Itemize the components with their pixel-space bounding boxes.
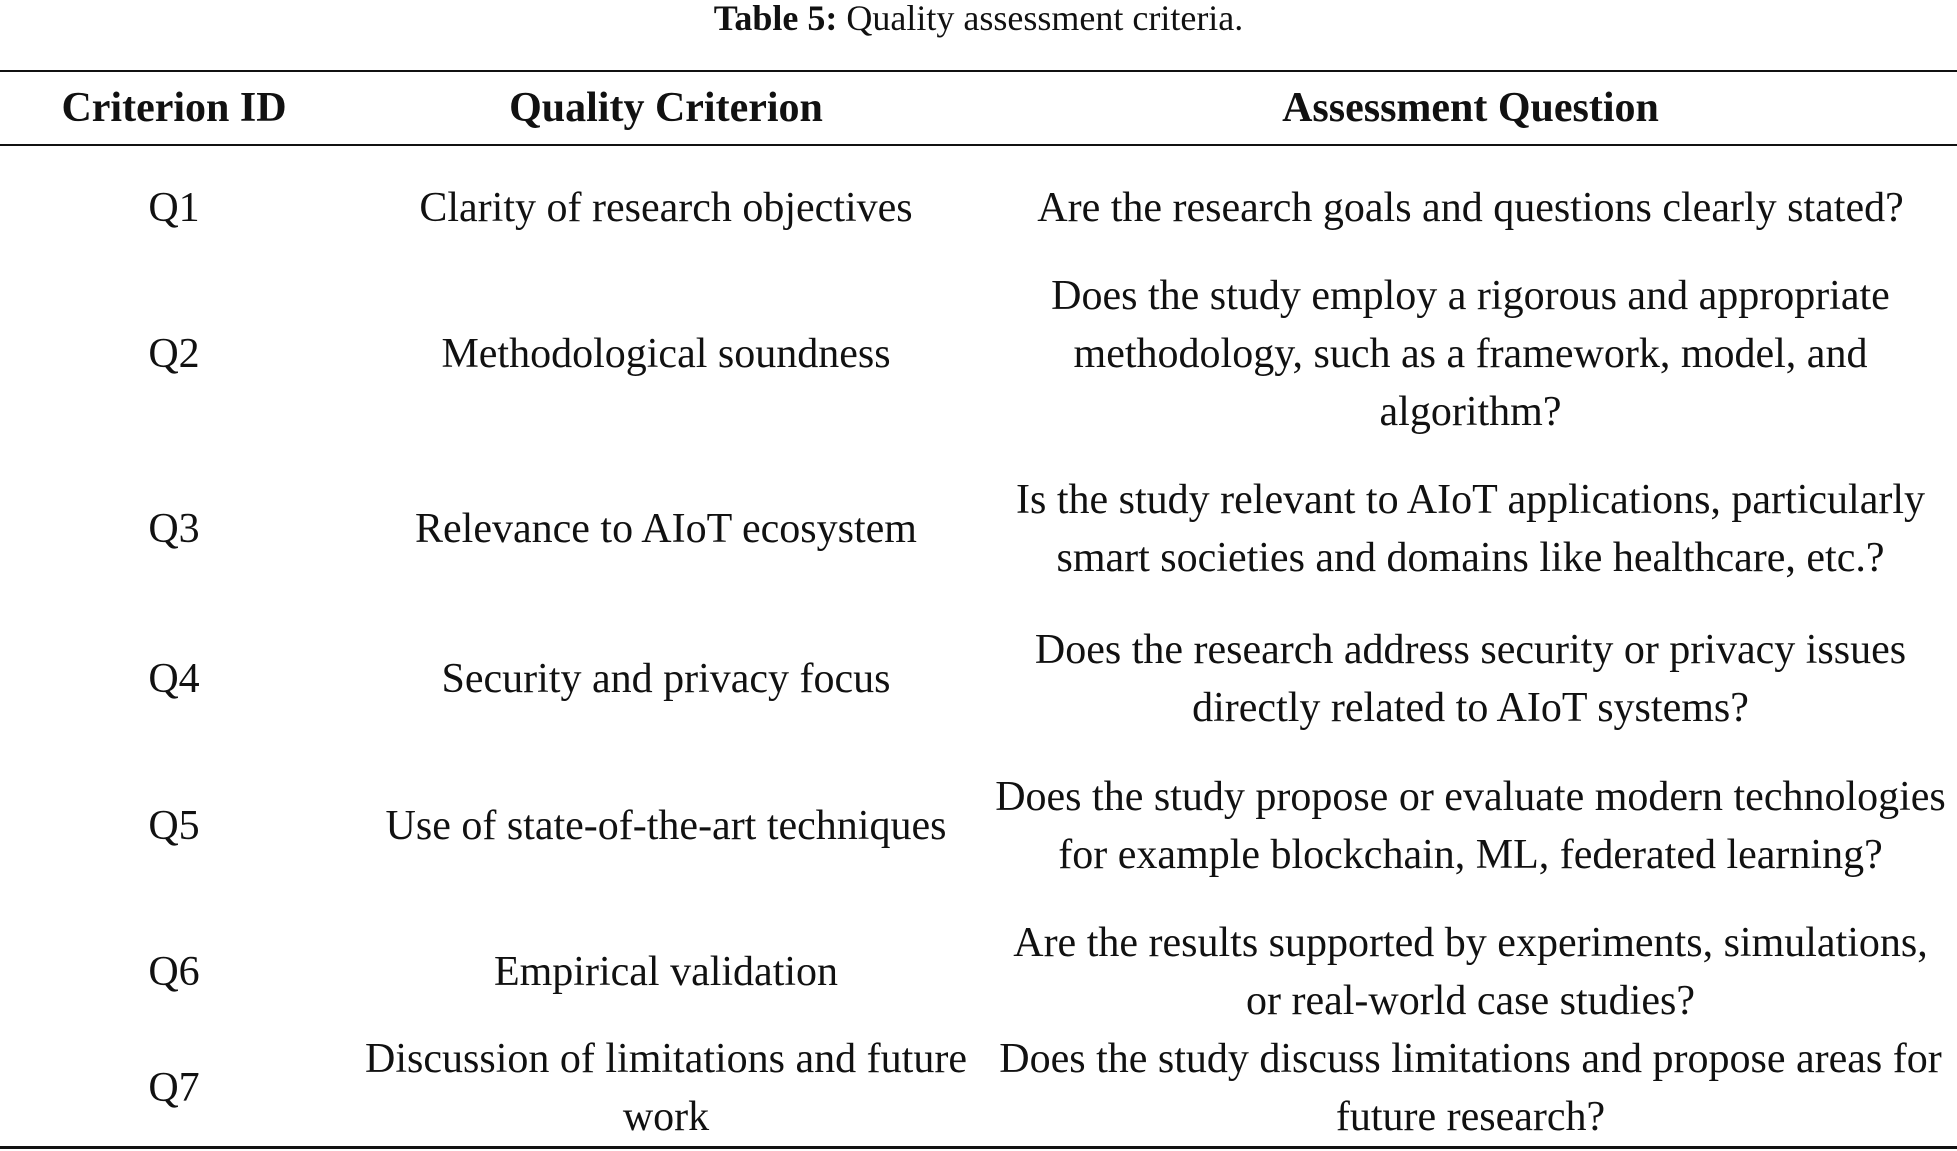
assessment-question: Does the study employ a rigorous and appropriate methodology, such as a framework, model, and algorithm?: [1051, 272, 1890, 435]
quality-criterion: Methodological soundness: [441, 330, 891, 377]
quality-criterion: Empirical validation: [493, 948, 839, 995]
criterion-id: Q2: [148, 330, 200, 377]
caption-label: Table 5:: [713, 0, 838, 38]
quality-criterion: Security and privacy focus: [441, 656, 891, 702]
assessment-question: Are the results supported by experiments, simulations, or real-world case studies?: [1013, 919, 1928, 1024]
table-row: [0, 620, 1957, 738]
assessment-question: Are the research goals and questions clearly stated?: [1037, 185, 1904, 231]
criterion-id: Q5: [148, 802, 200, 849]
assessment-question: Does the study propose or evaluate modern technologies for example blockchain, ML, federated learning?: [995, 773, 1946, 878]
header-quality-criterion: Quality Criterion: [509, 85, 823, 131]
table-header-row: [0, 72, 1957, 144]
criterion-id: Q7: [148, 1065, 200, 1111]
quality-criterion: Discussion of limitations and future work: [365, 1036, 967, 1140]
criterion-id: Q3: [148, 505, 200, 552]
criterion-id: Q1: [148, 185, 200, 231]
caption-text: Quality assessment criteria.: [837, 0, 1244, 38]
table-row: [0, 441, 1957, 616]
table-row: [0, 150, 1957, 266]
header-rule: [0, 144, 1957, 146]
quality-criterion: Use of state-of-the-art techniques: [385, 802, 947, 849]
bottom-rule: [0, 1146, 1957, 1149]
quality-criterion: Relevance to AIoT ecosystem: [415, 505, 917, 552]
table-row: [0, 1030, 1957, 1146]
table-row: [0, 738, 1957, 913]
assessment-question: Does the study discuss limitations and propose areas for future research?: [999, 1036, 1942, 1140]
header-criterion-id: Criterion ID: [61, 85, 287, 131]
table-row: [0, 913, 1957, 1030]
header-assessment-question: Assessment Question: [1282, 85, 1659, 131]
criterion-id: Q4: [148, 656, 200, 702]
table-caption: [0, 0, 1957, 36]
assessment-question: Does the research address security or privacy issues directly related to AIoT systems?: [1034, 627, 1907, 731]
assessment-question: Is the study relevant to AIoT applications, particularly smart societies and domains like healthcare, etc.?: [1016, 476, 1925, 581]
quality-criterion: Clarity of research objectives: [419, 185, 913, 231]
table-row: [0, 266, 1957, 441]
criterion-id: Q6: [148, 948, 200, 995]
